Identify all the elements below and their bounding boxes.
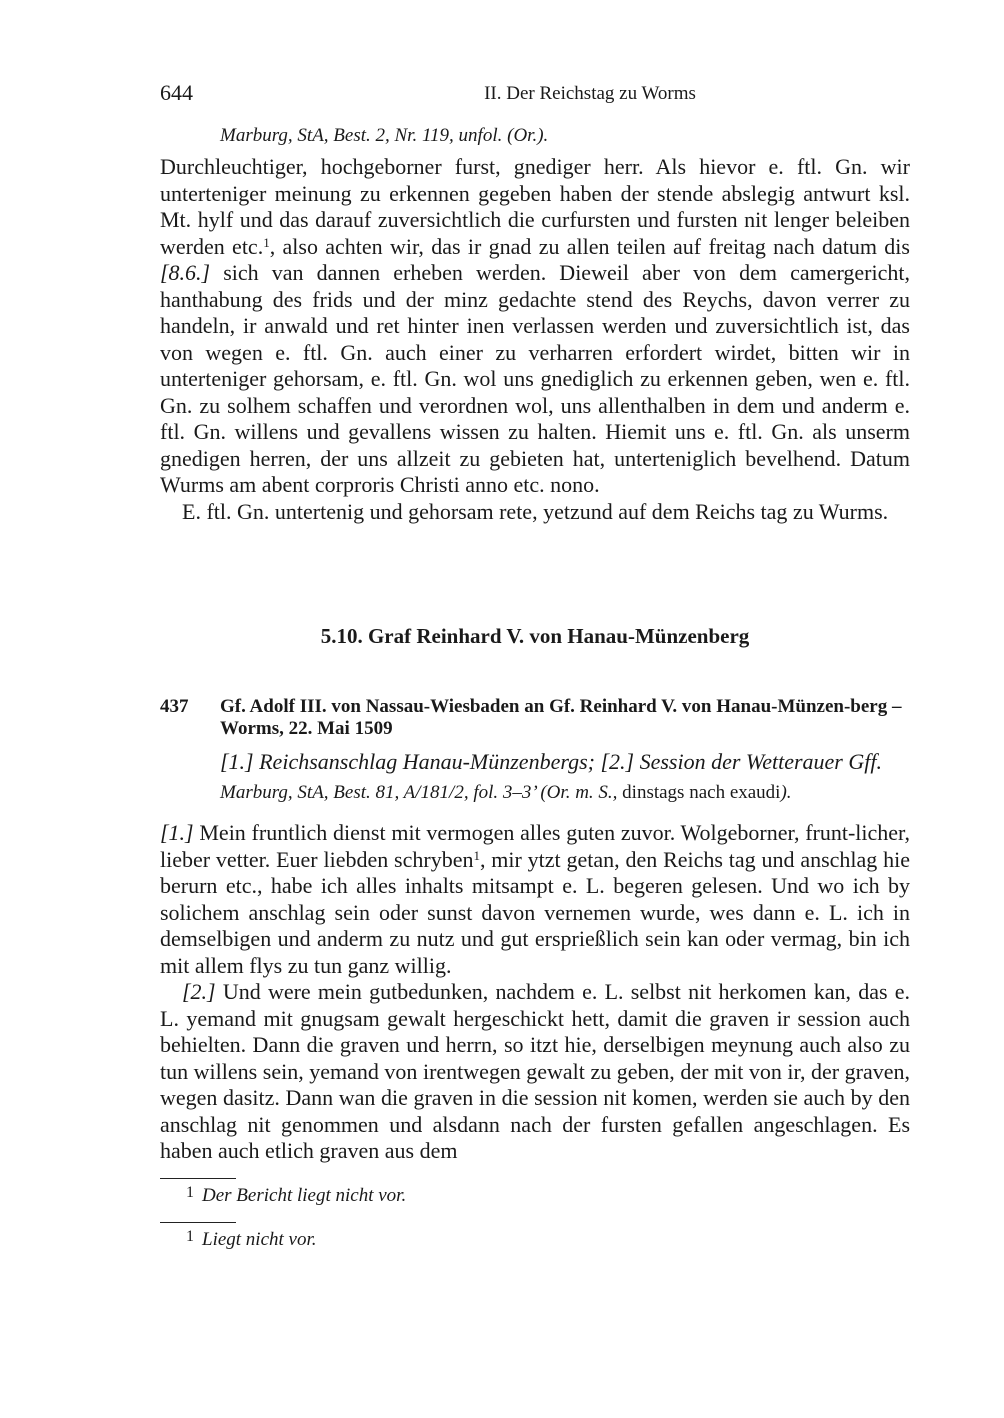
document-number: 437 (160, 696, 189, 717)
footnote-marker: 1 (263, 234, 270, 250)
paragraph-mark: [2.] (182, 979, 216, 1004)
footnote-number: 1 (186, 1184, 194, 1201)
letter-paragraph: [2.] Und were mein gutbedunken, nachdem e. L. selbst nit herkomen kan, das e. L. yemand mit gnugsam gewalt hergeschickt hett, damit die graven ir session auch behielten. Dann die graven und herrn, so itzt hie, derselbigen meynung auch also zu tun willens sein, yemand von irentwegen gewalt zu geben, der mit von ir, der graven, wegen dasitz. Dann wan die graven in die session nit komen, werden sie auch by den anschlag nit genommen und alsdann nach der fursten gefallen angeschlagen. Es haben auch etlich graven aus dem (160, 979, 910, 1163)
footnote-text: Der Bericht liegt nicht vor. (202, 1185, 407, 1206)
editorial-date: [8.6.] (160, 260, 211, 285)
page-number: 644 (160, 80, 193, 105)
section-heading: 5.10. Graf Reinhard V. von Hanau-Münzenberg (320, 624, 750, 648)
document-entry (160, 696, 910, 806)
running-header (160, 80, 910, 108)
document-regest: [1.] Reichsanschlag Hanau-Münzenbergs; [2.] Session der Wetterauer Gff. (220, 749, 882, 774)
footnote-marker: 1 (473, 847, 480, 863)
document-source: Marburg, StA, Best. 81, A/181/2, fol. 3–3’ (Or. m. S., dinstags nach exaudi). (220, 782, 792, 803)
footnote-number: 1 (186, 1228, 194, 1245)
document-title: Gf. Adolf III. von Nassau-Wiesbaden an Gf. Reinhard V. von Hanau-Münzen-berg – Worms, 22. Mai 1509 (220, 696, 902, 739)
footnote-rule (160, 1178, 236, 1179)
running-title: II. Der Reichstag zu Worms (484, 83, 696, 104)
letter-paragraph: [1.] Mein fruntlich dienst mit vermogen alles guten zuvor. Wolgeborner, frunt-licher, lieber vetter. Euer liebden schryben$^1$, mir ytzt getan, den Reichs tag und anschlag hie berurn etc., habe ich alles inhalts mitsampt e. L. begeren gelesen. Und wo ich by solichem anschlag sein oder sunst davon vernemen wurde, wes dann e. L. ich in demselbigen und anderm zu nutz und gut ersprießlich sein kan oder vermag, bin ich mit allem flys zu tun ganz willig. (160, 820, 910, 978)
footnote (186, 1228, 317, 1251)
letter-paragraph: Durchleuchtiger, hochgeborner furst, gnediger herr. Als hievor e. ftl. Gn. wir unterteniger meinung zu erkennen gegeben haben der stende abslegig antwurt ksl. Mt. hylf und das darauf zuversichtlich die curfursten und fursten nit lenger beleiben werden etc.$^1$, also achten wir, das ir gnad zu allen teilen auf freitag nach datum dis [8.6.] sich van dannen erheben werden. Dieweil aber von dem camergericht, hanthabung des frids und der minz gedachte stend des Reychs, davon verrer zu handeln, ir anwald und ret hinter inen verlassen werden und zuversichtlich ist, das von wegen e. ftl. Gn. auch einer zu verharren erfordert wirdet, bitten wir in unterteniger gehorsam, e. ftl. Gn. wol uns gnediglich zu erkennen geben, wen e. ftl. Gn. zu solhem schaffen und verordnen wol, uns allenthalben in dem und anderm e. ftl. Gn. willens und gevallens wissen zu halten. Hiemit uns e. ftl. Gn. als unserm gnedigen herren, der uns allzeit zu gebieten hat, unterteniglich bevelhend. Datum Wurms am abent corproris Christi anno etc. nono. (160, 154, 910, 497)
letter-closing: E. ftl. Gn. untertenig und gehorsam rete, yetzund auf dem Reichs tag zu Wurms. (182, 498, 889, 524)
letter-body-2 (160, 820, 910, 1165)
paragraph-mark: [1.] (160, 820, 194, 845)
footnote-rule (160, 1222, 236, 1223)
letter-body-1 (160, 154, 910, 525)
footnote-text: Liegt nicht vor. (202, 1229, 317, 1250)
archival-source: Marburg, StA, Best. 2, Nr. 119, unfol. (Or.). (220, 125, 549, 146)
footnote (186, 1184, 406, 1207)
